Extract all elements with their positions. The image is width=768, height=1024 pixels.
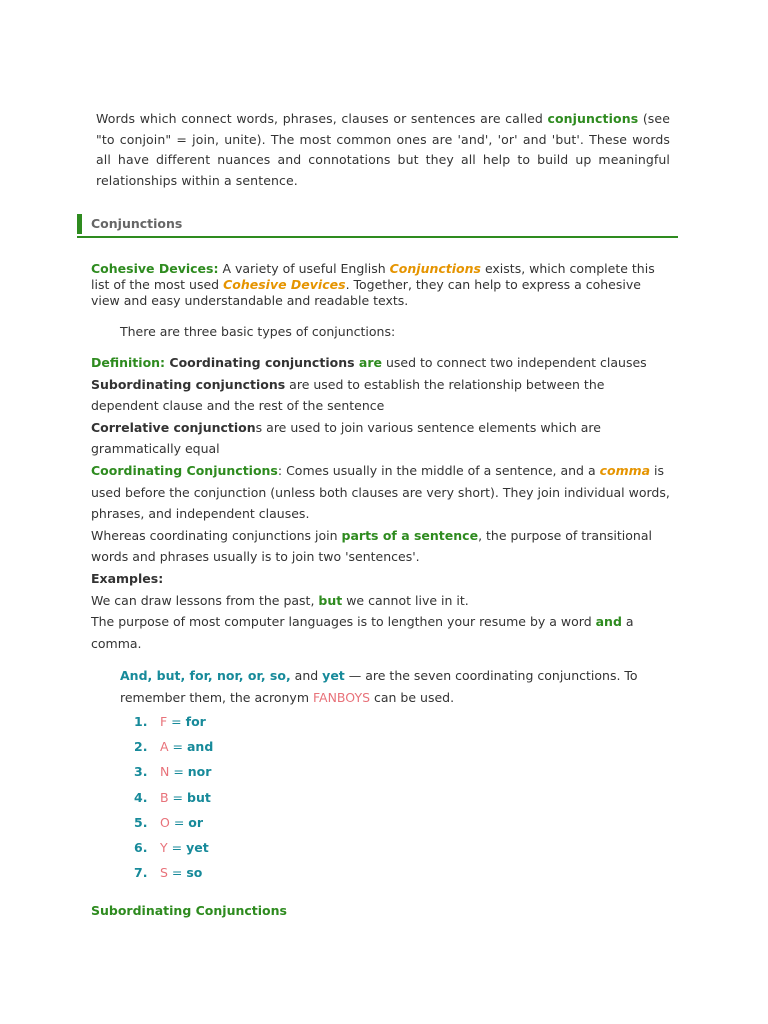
list-item [134,712,213,737]
subordinating-heading: Subordinating Conjunctions [91,903,287,918]
list-letter: S [160,865,168,881]
subordinating-text: are used to establish the relationship between the dependent clause and the rest of the sentence [91,376,605,414]
list-word: but [187,789,211,805]
parts-of-sentence: parts of a sentence [341,527,479,543]
list-equals: = [167,714,186,729]
list-number: 6. [134,839,148,855]
example-1-text-2: we cannot live in it. [342,592,469,608]
list-number: 3. [134,764,148,780]
example-1 [91,590,671,612]
coordinating-text-1: : Comes usually in the middle of a sentence, and a [277,462,600,478]
fanboys-acronym: FANBOYS [312,690,371,705]
list-word: yet [186,839,209,855]
whereas-text-1: Whereas coordinating conjunctions join [91,527,342,543]
definition-text: used to connect two independent clauses [381,355,647,370]
coordinating-line [91,460,671,525]
cohesive-text-2: exists, which complete this list of the most used [91,261,655,292]
cohesive-text-3: . Together, they can help to express a cohesive view and easy understandable and readable texts. [91,277,641,308]
list-number: 5. [134,814,148,830]
list-word: or [188,814,204,830]
coordinating-label: Coordinating Conjunctions [91,462,278,478]
list-equals: = [169,814,189,830]
fanboys-text-2: can be used. [370,690,455,705]
example-1-text-1: We can draw lessons from the past, [91,592,319,608]
definition-bold: Coordinating conjunctions [165,355,359,370]
comma-link[interactable]: comma [599,462,651,478]
list-item [134,762,213,787]
list-word: and [186,739,214,755]
example-2-text-2: a comma. [91,614,634,651]
list-equals: = [168,789,187,805]
list-word: nor [187,764,212,780]
list-number: 4. [134,789,148,805]
cohesive-label: Cohesive Devices: [91,261,219,276]
list-number: 7. [134,865,148,881]
whereas-text-2: , the purpose of transitional words and phrases usually is to join two 'sentences'. [91,527,652,565]
examples-label: Examples: [91,570,164,586]
list-number: 2. [134,739,148,755]
list-letter: F [160,714,168,729]
fanboys-list [134,712,213,888]
example-2-text-1: The purpose of most computer languages is to lengthen your resume by a word [91,614,596,630]
list-item [134,737,213,762]
correlative-line [91,417,671,460]
list-equals: = [169,764,188,780]
list-item [134,863,213,888]
list-word: for [185,714,206,729]
conjunctions-link[interactable]: Conjunctions [389,261,481,276]
subordinating-label: Subordinating conjunctions [91,376,286,392]
example-2-bold: and [595,614,622,630]
subordinating-line [91,374,671,417]
list-equals: = [167,839,187,855]
example-2 [91,611,671,654]
section-heading [77,214,678,238]
intro-text-1: Words which connect words, phrases, clauses or sentences are called [96,111,548,126]
cohesive-text-1: A variety of useful English [218,261,390,276]
definition-are: are [358,355,382,370]
fanboys-paragraph [120,665,660,709]
example-1-bold: but [318,592,343,608]
fanboys-text-1: — are the seven coordinating conjunctions. To remember them, the acronym [120,668,638,705]
intro-text-2: (see "to conjoin" = join, unite). The most common ones are 'and', 'or' and 'but'. These words all have different nuances and connotations but they all help to build up meaningful relationships within a sentence. [96,111,670,188]
list-item [134,838,213,863]
whereas-line [91,525,671,568]
correlative-label: Correlative conjunction [91,419,256,435]
list-equals: = [168,739,187,755]
cohesive-devices-paragraph [91,261,671,309]
fanboys-yet: yet [322,668,345,683]
list-letter: N [160,764,170,780]
conjunction-types-block [91,352,671,654]
conjunctions-term: conjunctions [547,111,639,126]
coordinating-text-2: is used before the conjunction (unless both clauses are very short). They join individual words, phrases, and independent clauses. [91,462,670,522]
list-letter: A [160,739,169,755]
list-letter: B [160,789,169,805]
heading-accent-bar [77,214,82,234]
section-heading-text: Conjunctions [91,216,183,231]
list-word: so [186,865,203,881]
list-letter: Y [160,839,168,855]
definition-label: Definition: [91,355,166,370]
cohesive-devices-link[interactable]: Cohesive Devices [223,277,346,292]
list-item [134,813,213,838]
three-types-text: There are three basic types of conjunctions: [120,324,396,339]
intro-paragraph [96,109,670,191]
list-number: 1. [134,714,148,729]
fanboys-words: And, but, for, nor, or, so, [120,668,291,683]
list-letter: O [160,814,170,830]
definition-line [91,352,671,374]
list-item [134,788,213,813]
correlative-text: s are used to join various sentence elements which are grammatically equal [91,419,601,457]
fanboys-and: and [290,668,323,683]
list-equals: = [167,865,187,881]
